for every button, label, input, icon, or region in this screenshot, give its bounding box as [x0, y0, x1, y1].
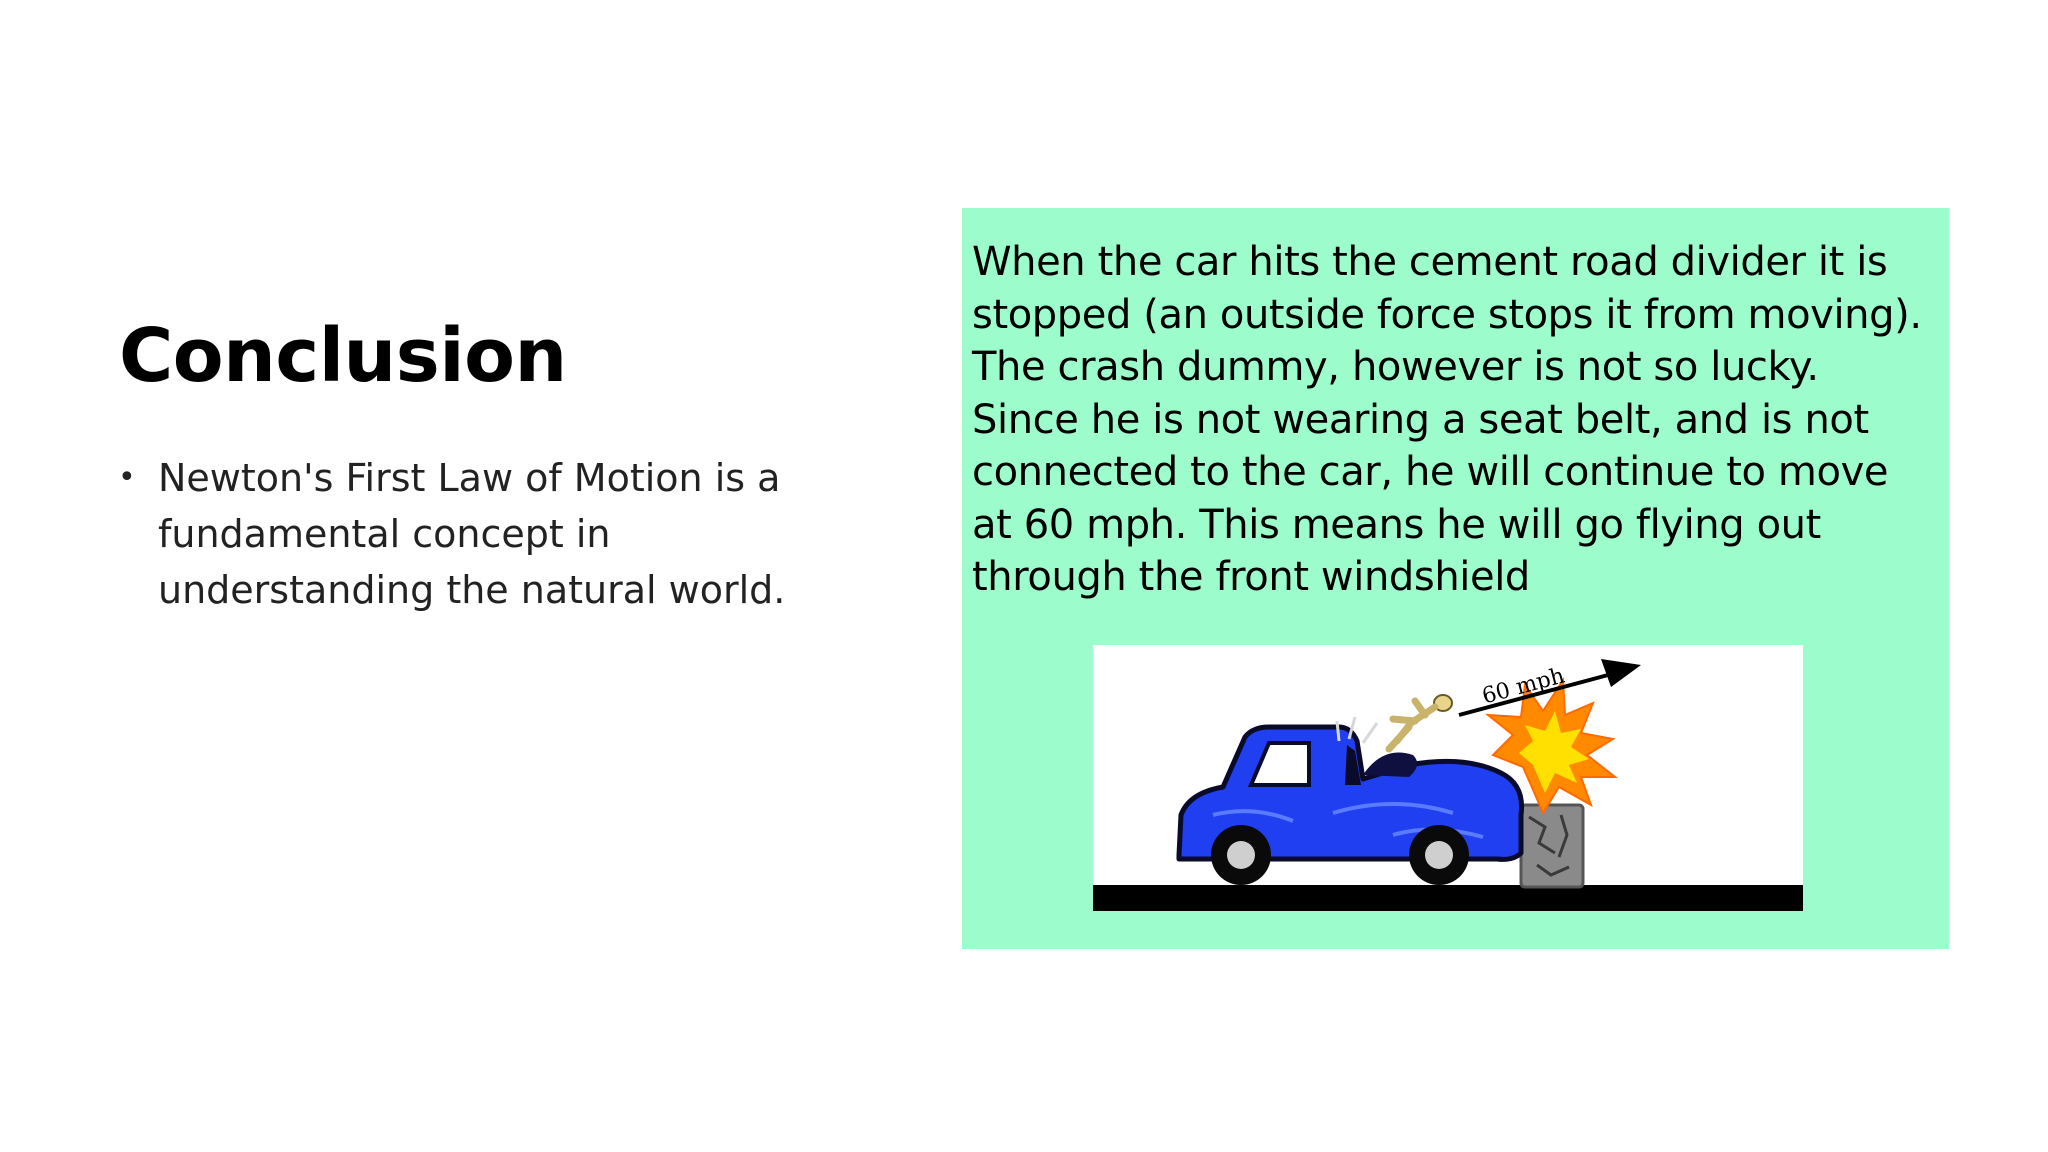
- bullet-dot: •: [118, 460, 136, 495]
- info-panel-text: When the car hits the cement road divider it is stopped (an outside force stops it from moving). The crash dummy, however is not so lucky. Since he is not wearing a seat belt, and is not connected to the car, he will continue to move at 60 mph. This means he will go flying out through the front windshield: [972, 239, 1922, 600]
- car-crash-illustration: [1093, 645, 1803, 911]
- road-icon: [1093, 885, 1803, 911]
- crash-dummy-icon: [1389, 695, 1452, 749]
- info-panel: [962, 208, 1949, 949]
- road-divider-icon: [1521, 805, 1583, 887]
- bullet-text: Newton's First Law of Motion is a fundamental concept in understanding the natural world.: [158, 456, 786, 612]
- bullet-list: [118, 450, 898, 618]
- car-crash-svg: [1093, 645, 1803, 911]
- arrow-speed-label: 60 mph: [1479, 663, 1568, 710]
- blue-car-icon: [1179, 717, 1522, 885]
- slide-title: Conclusion: [119, 313, 567, 399]
- bullet-item: [118, 450, 898, 618]
